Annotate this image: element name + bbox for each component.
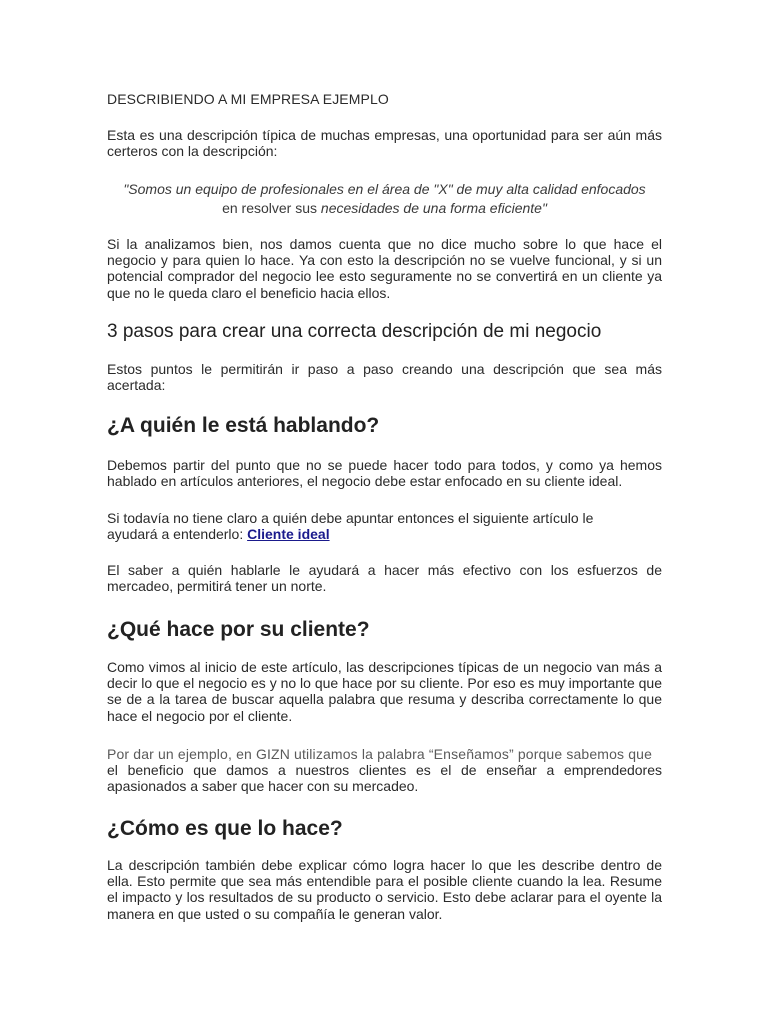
quote-line-2-upright: en resolver sus — [222, 199, 321, 216]
section-what-paragraph-2-rest: el beneficio que damos a nuestros clientes es el de enseñar a emprendedores apasionados a saber que hacer con su mercadeo. — [107, 762, 662, 795]
cliente-ideal-link[interactable]: Cliente ideal — [247, 526, 330, 543]
section-who-paragraph-2 — [107, 510, 637, 542]
document-title: DESCRIBIENDO A MI EMPRESA EJEMPLO — [107, 91, 389, 107]
section-who-paragraph-1: Debemos partir del punto que no se puede hacer todo para todos, y como ya hemos hablado en artículos anteriores, el negocio debe estar enfocado en su cliente ideal. — [107, 457, 662, 490]
analysis-paragraph: Si la analizamos bien, nos damos cuenta que no dice mucho sobre lo que hace el negocio y para quien lo hace. Ya con esto la descripción no se vuelve funcional, y si un potencial comprador del negocio lee esto seguramente no se convertirá en un cliente ya que no le queda claro el beneficio hacia ellos. — [107, 236, 662, 301]
section-what-paragraph-2 — [107, 746, 662, 795]
section-what-paragraph-1: Como vimos al inicio de este artículo, las descripciones típicas de un negocio van más a decir lo que el negocio es y no lo que hace por su cliente. Por eso es muy importante que se de a la tarea de buscar aquella palabra que resuma y describa correctamente lo que hace el negocio por el cliente. — [107, 659, 662, 724]
intro-paragraph: Esta es una descripción típica de muchas empresas, una oportunidad para ser aún más certeros con la descripción: — [107, 127, 662, 160]
steps-heading: 3 pasos para crear una correcta descripción de mi negocio — [107, 321, 602, 342]
section-how-paragraph-1: La descripción también debe explicar cómo logra hacer lo que les describe dentro de ella. Esto permite que sea más entendible para el posible cliente cuando la lea. Resume el impacto y los resultados de su producto o servicio. Esto debe aclarar para el oyente la manera en que usted o su compañía le generan valor. — [107, 857, 662, 922]
steps-intro-paragraph: Estos puntos le permitirán ir paso a paso creando una descripción que sea más acertada: — [107, 361, 662, 394]
section-who-paragraph-2-text: Si todavía no tiene claro a quién debe apuntar entonces el siguiente artículo le ayudará a entenderlo: — [107, 510, 594, 543]
section-what-paragraph-2-first-line: Por dar un ejemplo, en GIZN utilizamos la palabra “Enseñamos” porque sabemos que — [107, 746, 653, 762]
example-quote — [107, 180, 662, 217]
quote-line-2-italic: necesidades de una forma eficiente" — [320, 199, 547, 216]
section-heading-how: ¿Cómo es que lo hace? — [107, 817, 343, 840]
section-who-paragraph-3: El saber a quién hablarle le ayudará a hacer más efectivo con los esfuerzos de mercadeo, permitirá tener un norte. — [107, 562, 662, 595]
quote-line-1: "Somos un equipo de profesionales en el área de "X" de muy alta calidad enfocados — [123, 181, 646, 197]
section-heading-what: ¿Qué hace por su cliente? — [107, 618, 370, 641]
section-heading-who: ¿A quién le está hablando? — [107, 414, 380, 437]
